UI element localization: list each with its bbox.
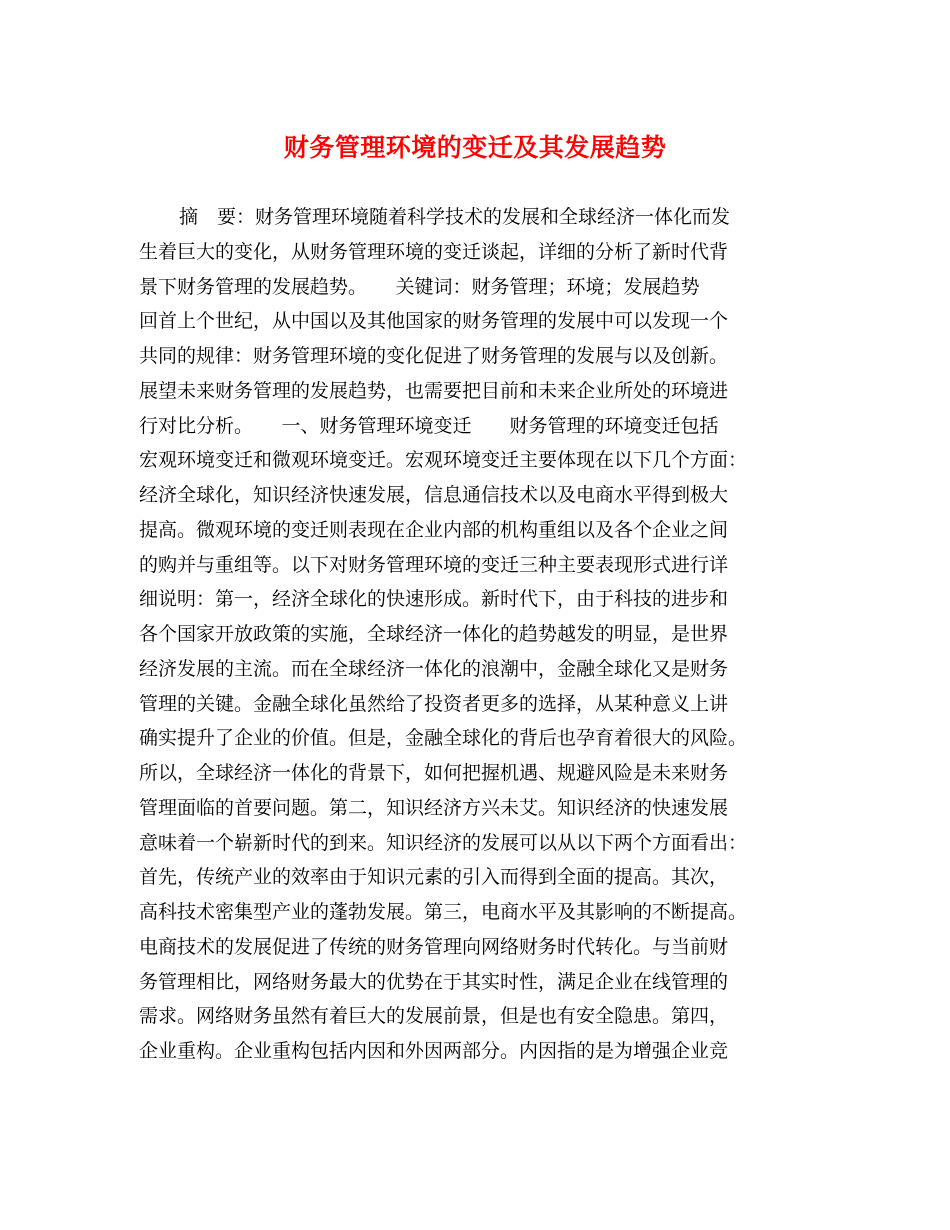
body-line: 回首上个世纪，从中国以及其他国家的财务管理的发展中可以发现一个 [139, 310, 729, 333]
body-line: 管理面临的首要问题。第二，知识经济方兴未艾。知识经济的快速发展 [139, 796, 729, 819]
body-line: 的购并与重组等。以下对财务管理环境的变迁三种主要表现形式进行详 [139, 553, 729, 576]
body-line: 经济发展的主流。而在全球经济一体化的浪潮中，金融全球化又是财务 [139, 657, 729, 680]
body-line: 确实提升了企业的价值。但是，金融全球化的背后也孕育着很大的风险。 [139, 727, 748, 750]
body-line: 首先，传统产业的效率由于知识元素的引入而得到全面的提高。其次， [139, 866, 729, 889]
body-line: 宏观环境变迁和微观环境变迁。宏观环境变迁主要体现在以下几个方面： [139, 449, 748, 472]
body-line: 展望未来财务管理的发展趋势，也需要把目前和未来企业所处的环境进 [139, 379, 729, 402]
body-line: 共同的规律：财务管理环境的变化促进了财务管理的发展与以及创新。 [139, 345, 729, 367]
body-line: 电商技术的发展促进了传统的财务管理向网络财务时代转化。与当前财 [139, 935, 729, 958]
body-line: 景下财务管理的发展趋势。 关键词：财务管理；环境；发展趋势 [139, 275, 700, 298]
body-line: 管理的关键。金融全球化虽然给了投资者更多的选择，从某种意义上讲 [139, 692, 729, 715]
body-line: 务管理相比，网络财务最大的优势在于其实时性，满足企业在线管理的 [139, 970, 729, 993]
body-line: 摘 要：财务管理环境随着科学技术的发展和全球经济一体化而发 [179, 206, 731, 228]
body-line: 各个国家开放政策的实施，全球经济一体化的趋势越发的明显，是世界 [139, 623, 729, 645]
body-line: 行对比分析。 一、财务管理环境变迁 财务管理的环境变迁包括 [139, 414, 719, 437]
body-line: 企业重构。企业重构包括内因和外因两部分。内因指的是为增强企业竞 [139, 1040, 729, 1062]
body-line: 提高。微观环境的变迁则表现在企业内部的机构重组以及各个企业之间 [139, 518, 729, 541]
body-line: 所以，全球经济一体化的背景下，如何把握机遇、规避风险是未来财务 [139, 762, 729, 784]
document-title: 财务管理环境的变迁及其发展趋势 [283, 133, 667, 162]
body-line: 经济全球化，知识经济快速发展，信息通信技术以及电商水平得到极大 [139, 484, 729, 506]
body-line: 细说明：第一，经济全球化的快速形成。新时代下，由于科技的进步和 [139, 588, 729, 611]
body-line: 意味着一个崭新时代的到来。知识经济的发展可以从以下两个方面看出： [139, 831, 748, 854]
document-body [139, 200, 829, 1069]
body-line: 需求。网络财务虽然有着巨大的发展前景，但是也有安全隐患。第四， [139, 1005, 729, 1028]
body-line: 高科技术密集型产业的蓬勃发展。第三，电商水平及其影响的不断提高。 [139, 901, 748, 923]
body-line: 生着巨大的变化，从财务管理环境的变迁谈起，详细的分析了新时代背 [139, 240, 729, 263]
